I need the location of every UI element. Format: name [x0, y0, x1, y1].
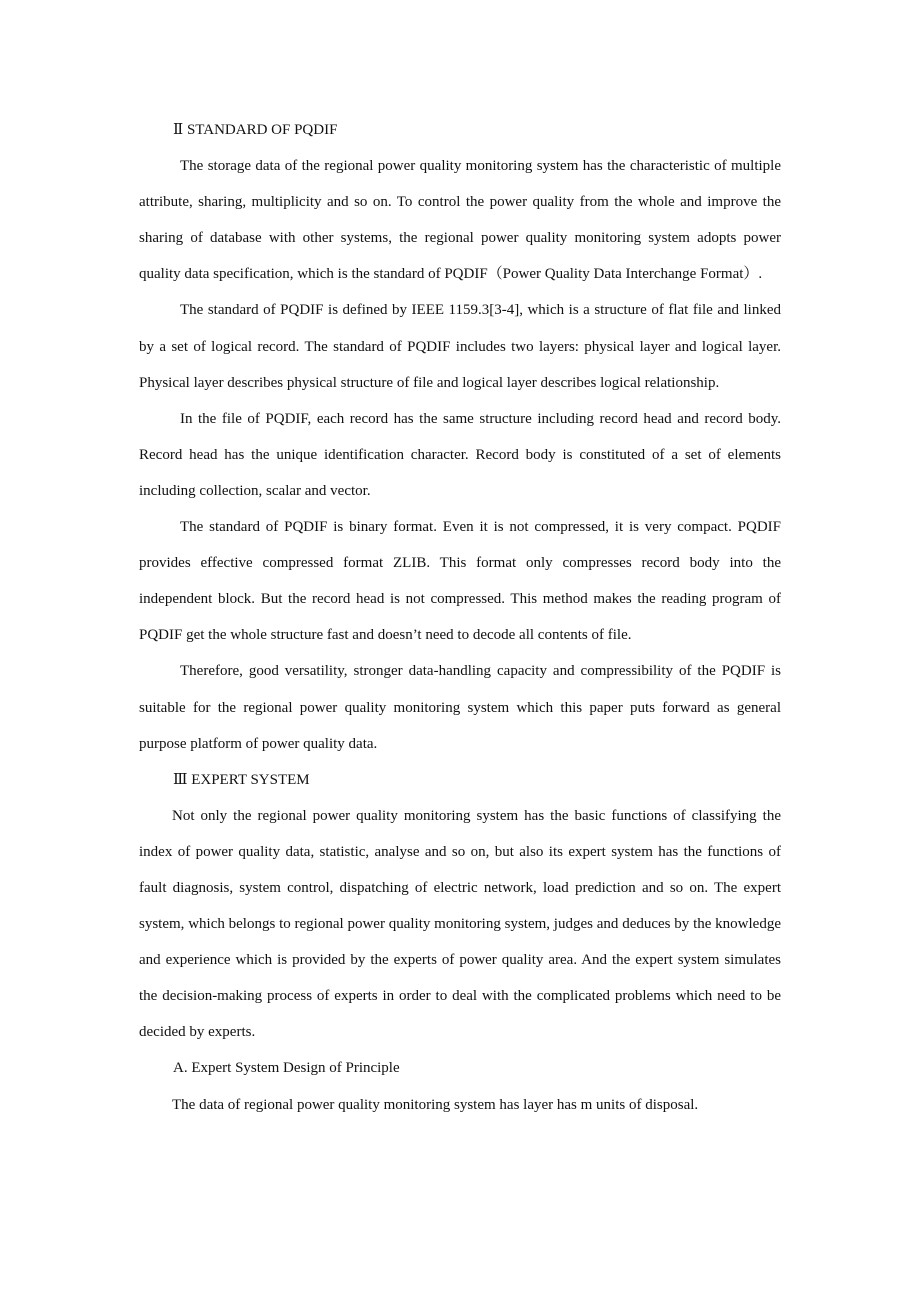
document-page: [139, 112, 781, 1123]
paragraph-record-structure: In the file of PQDIF, each record has the same structure including record head and record body. Record head has the unique identification character. Record body is constituted of a set of elements including collection, scalar and vector.: [139, 410, 781, 499]
section-heading-standard-of-pqdif: Ⅱ STANDARD OF PQDIF: [173, 122, 338, 138]
paragraph-versatility: Therefore, good versatility, stronger data-handling capacity and compressibility of the PQDIF is suitable for the regional power quality monitoring system which this paper puts forward as general purpose platform of power quality data.: [139, 663, 781, 752]
paragraph-expert-system: Not only the regional power quality monitoring system has the basic functions of classifying the index of power quality data, statistic, analyse and so on, but also its expert system has the functions of fault diagnosis, system control, dispatching of electric network, load prediction and so on. The expert system, which belongs to regional power quality monitoring system, judges and deduces by the knowledge and experience which is provided by the experts of power quality area. And the expert system simulates the decision-making process of experts in order to deal with the complicated problems which need to be decided by experts.: [139, 807, 781, 1041]
paragraph-pqdif-definition: The standard of PQDIF is defined by IEEE 1159.3[3-4], which is a structure of flat file and linked by a set of logical record. The standard of PQDIF includes two layers: physical layer and logical layer. Physical layer describes physical structure of file and logical layer describes logical relationship.: [139, 302, 781, 391]
subsection-heading-design-principle: A. Expert System Design of Principle: [173, 1060, 400, 1077]
paragraph-storage-data: The storage data of the regional power quality monitoring system has the characteristic of multiple attribute, sharing, multiplicity and so on. To control the power quality from the whole and improve the sharing of database with other systems, the regional power quality monitoring system adopts power quality data specification, which is the standard of PQDIF（Power Quality Data Interchange Format）.: [139, 158, 781, 283]
paragraph-units-of-disposal: The data of regional power quality monitoring system has layer has m units of disposal.: [172, 1096, 699, 1113]
section-heading-expert-system: Ⅲ EXPERT SYSTEM: [173, 771, 310, 788]
paragraph-binary-format: The standard of PQDIF is binary format. Even it is not compressed, it is very compact. PQDIF provides effective compressed format ZLIB. This format only compresses record body into the independent block. But the record head is not compressed. This method makes the reading program of PQDIF get the whole structure fast and doesn’t need to decode all contents of file.: [139, 519, 781, 644]
